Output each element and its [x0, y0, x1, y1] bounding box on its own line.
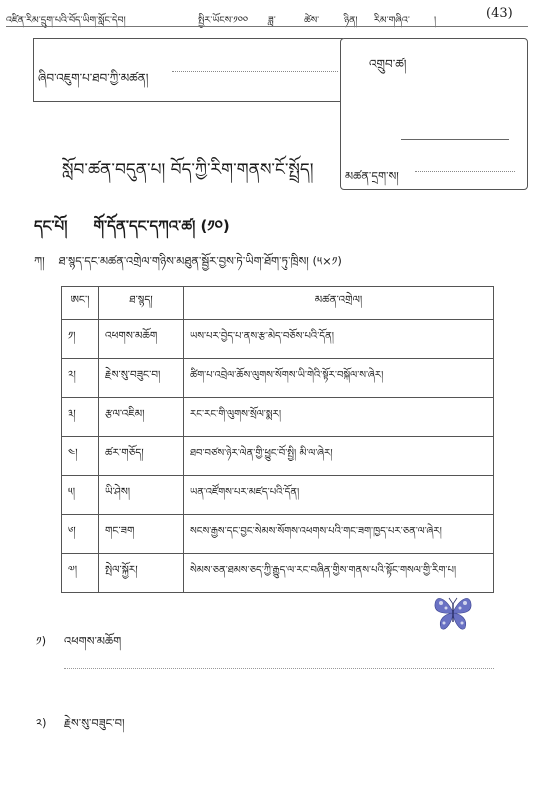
date-label: ཚེས་: [304, 15, 320, 26]
header-divider: [6, 26, 528, 27]
header-separator: །: [434, 15, 437, 26]
book-title: འཛིན་རིམ་དྲུག་པའི་བོད་ཡིག་སློང་དེབ།: [6, 15, 126, 26]
answer-number: ༡): [36, 634, 47, 648]
row-definition: རང་རང་གི་ལུགས་སྲོལ་སྨར།: [184, 398, 494, 437]
answer-number: ༢): [36, 716, 47, 730]
table-row: [62, 398, 494, 437]
header-definition: མཚན་འགྲེལ།: [184, 287, 494, 320]
section-number: དང་པོ།: [34, 217, 68, 235]
grade-box: [340, 38, 528, 190]
answer-item: [36, 628, 121, 661]
table-row: [62, 476, 494, 515]
marks-label: མཚན་དྲག་ས།: [345, 169, 399, 183]
name-label: ཞིབ་འཇུག་པ་ཐབ་ཀྱི་མཚན།: [38, 71, 149, 85]
row-number: ༣།: [62, 398, 99, 437]
grade-input-line[interactable]: [401, 139, 509, 140]
row-number: ༢།: [62, 359, 99, 398]
page-number: (43): [486, 6, 513, 21]
header-number: ཨང་།: [62, 287, 99, 320]
row-number: ༧།: [62, 554, 99, 593]
section-heading: [34, 210, 230, 252]
instruction-text: ཐ་སྙད་དང་མཚན་འགྲེལ་གཉིས་མཐུན་སྦྱོར་བྱས་ཏེ་ཡིག་ཐོག་ཏུ་ཁྲིས། (༥×༡): [58, 254, 342, 268]
table-header-row: [62, 287, 494, 320]
row-term: གང་ཟག: [99, 515, 184, 554]
lesson-title: སློབ་ཚན་བདུན་པ། བོད་ཀྱི་རིག་གནས་ངོ་སྤྲོད།: [62, 160, 314, 180]
time-label: ཟླ་: [268, 15, 276, 26]
row-definition: ཡས་པར་བྱེད་པ་ནས་རྩ་མེད་བཅོས་པའི་དོན།: [184, 320, 494, 359]
row-term: རྩལ་འཇིམ།: [99, 398, 184, 437]
class-label: རིམ་གཞིའ་: [374, 15, 410, 26]
answer-item: [36, 710, 125, 743]
row-term: སྤེལ་སྐྱོར།: [99, 554, 184, 593]
answer-term: རྗེས་སུ་བཟུང་བ།: [64, 716, 125, 730]
vocabulary-table: [61, 286, 494, 593]
row-number: ༦།: [62, 515, 99, 554]
marks-input-line[interactable]: [415, 171, 515, 172]
row-term: ཚར་གཅོད།: [99, 437, 184, 476]
section-title: གོ་དོན་དང་དཀའ་ཚ། (༡༠): [93, 217, 230, 235]
table-row: [62, 515, 494, 554]
row-term: འཕགས་མཆོག: [99, 320, 184, 359]
row-definition: ཐབ་བཙས་ཉེར་ལེན་གྱི་ཕྱུང་བོ་སྤྱི། མི་ལ་ཞེར།: [184, 437, 494, 476]
row-number: ༥།: [62, 476, 99, 515]
instruction: [34, 248, 342, 281]
table-row: [62, 554, 494, 593]
instruction-number: ཀ།: [34, 254, 45, 268]
grade-label: འགྲུབ་ཚ།: [369, 57, 407, 71]
name-box: [33, 38, 343, 102]
header-term: ཐ་སྙད།: [99, 287, 184, 320]
row-definition: ཚིག་པ་འབྲེལ་ཆོས་ལུགས་སོགས་ཡི་གེའི་སྟོར་བསྐོལ་ས་ཞེར།: [184, 359, 494, 398]
table-row: [62, 437, 494, 476]
row-definition: སངས་རྒྱས་དང་བྱང་སེམས་སོགས་འཕགས་པའི་གང་ཟག་ཁྱད་པར་ཅན་ལ་ཞེར།: [184, 515, 494, 554]
day-label: ཉིན།: [344, 15, 358, 26]
row-number: ༡།: [62, 320, 99, 359]
row-term: རྗེས་སུ་བཟུང་བ།: [99, 359, 184, 398]
butterfly-icon: [432, 590, 474, 634]
answer-term: འཕགས་མཆོག: [64, 634, 122, 648]
row-term: ཡི་ཤེས།: [99, 476, 184, 515]
table-row: [62, 320, 494, 359]
name-input-line[interactable]: [172, 71, 338, 72]
row-number: ༤།: [62, 437, 99, 476]
answer-input-line[interactable]: [64, 668, 494, 669]
full-marks: སྤྱིར་ཡོངས་༡༠༠: [198, 15, 249, 26]
row-definition: སེམས་ཅན་ཐམས་ཅད་ཀྱི་རྒྱུད་ལ་རང་བཞིན་གྱིས་གནས་པའི་སྟོང་གསལ་གྱི་རིག་པ།: [184, 554, 494, 593]
page-header: [6, 6, 526, 26]
row-definition: ཡན་འཛོགས་པར་མཛད་པའི་དོན།: [184, 476, 494, 515]
table-row: [62, 359, 494, 398]
